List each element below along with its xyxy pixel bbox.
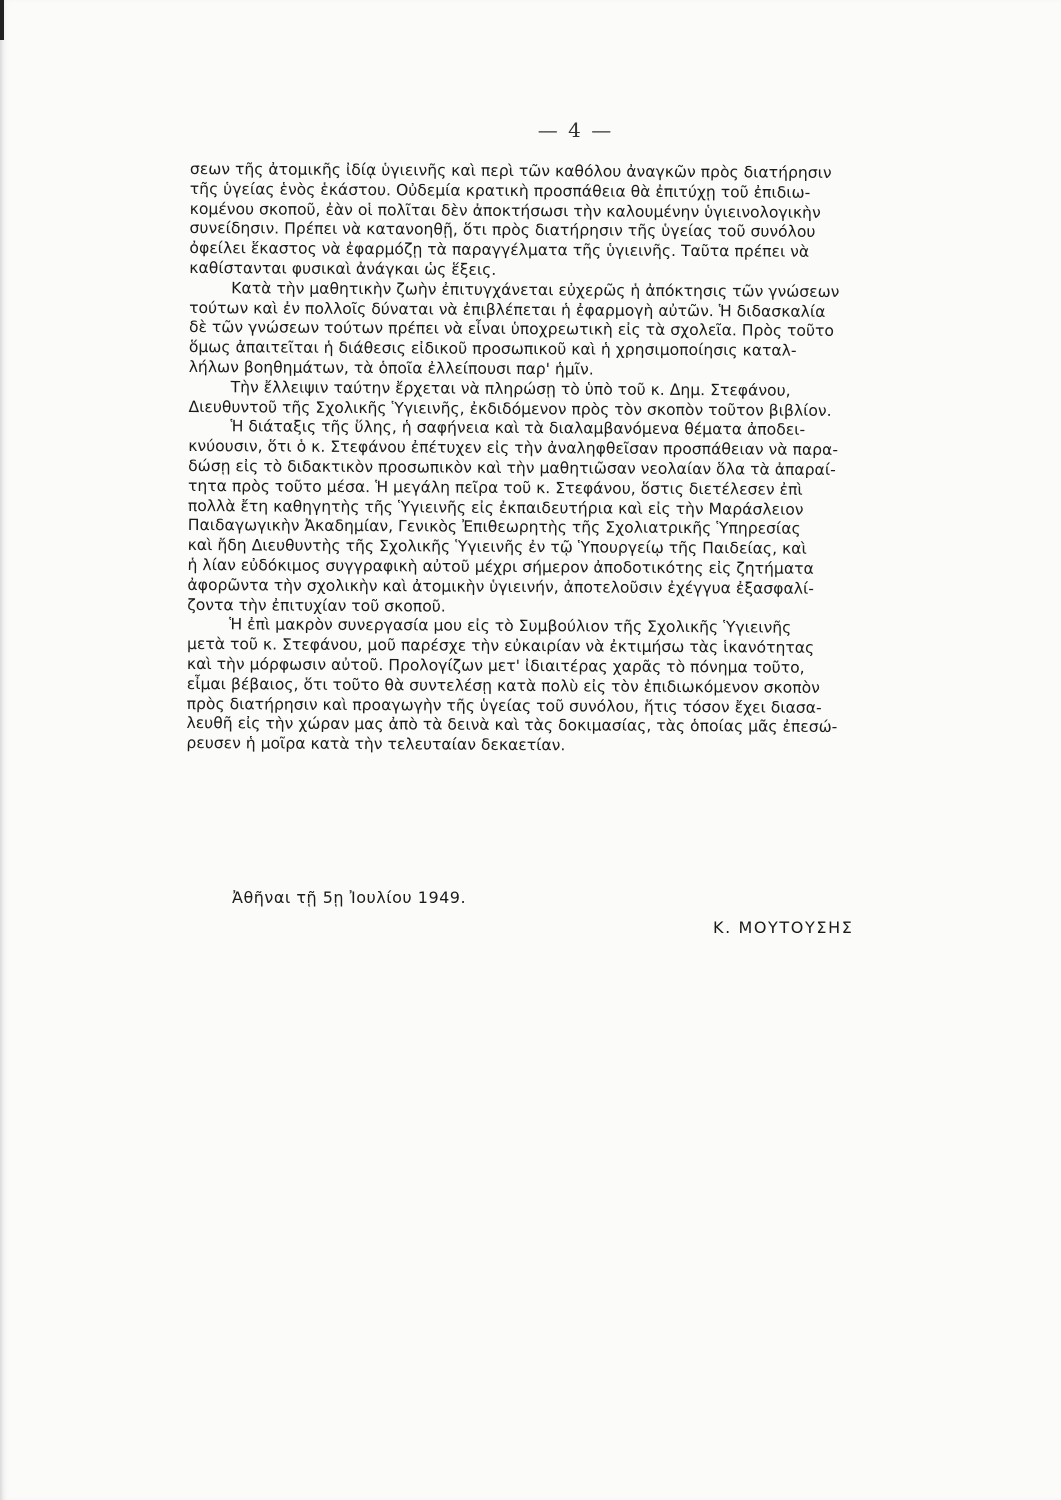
text-line: πρὸς διατήρησιν καὶ προαγωγὴν τῆς ὑγείας τοῦ συνόλου, ἥτις τόσον ἔχει διασα- bbox=[186, 694, 822, 717]
text-line: συνείδησιν. Πρέπει νὰ κατανοηθῇ, ὅτι πρὸς διατήρησιν τῆς ὑγείας τοῦ συνόλου bbox=[189, 219, 816, 242]
text-line: ζοντα τὴν ἐπιτυχίαν τοῦ σκοποῦ. bbox=[187, 595, 446, 616]
text-line: δὲ τῶν γνώσεων τούτων πρέπει νὰ εἶναι ὑποχρεωτικὴ εἰς τὰ σχολεῖα. Πρὸς τοῦτο bbox=[188, 318, 835, 341]
text-line: καθίστανται φυσικαὶ ἀνάγκαι ὡς ἕξεις. bbox=[189, 258, 497, 279]
text-line: Παιδαγωγικὴν Ἀκαδημίαν, Γενικὸς Ἐπιθεωρητὴς τῆς Σχολιατρικῆς Ὑπηρεσίας bbox=[187, 516, 801, 539]
text-line: λήλων βοηθημάτων, τὰ ὁποῖα ἐλλείπουσι παρ' ἡμῖν. bbox=[188, 357, 594, 379]
text-line: Διευθυντοῦ τῆς Σχολικῆς Ὑγιεινῆς, ἐκδιδόμενον πρὸς τὸν σκοπὸν τοῦτον βιβλίον. bbox=[188, 397, 832, 420]
text-line: καὶ ἤδη Διευθυντὴς τῆς Σχολικῆς Ὑγιεινῆς ἐν τῷ Ὑπουργείῳ τῆς Παιδείας, καὶ bbox=[187, 536, 807, 558]
author-name: Κ. ΜΟΥΤΟΥΣΗΣ bbox=[713, 918, 854, 937]
text-line: τούτων καὶ ἐν πολλοῖς δύναται νὰ ἐπιβλέπεται ἡ ἐφαρμογὴ αὐτῶν. Ἡ διδασκαλία bbox=[189, 298, 826, 321]
text-line: ὅμως ἀπαιτεῖται ἡ διάθεσις εἰδικοῦ προσωπικοῦ καὶ ἡ χρησιμοποίησις καταλ- bbox=[188, 338, 797, 360]
text-line: σεων τῆς ἀτομικῆς ἰδίᾳ ὑγιεινῆς καὶ περὶ τῶν καθόλου ἀναγκῶν πρὸς διατήρησιν bbox=[189, 160, 832, 182]
text-line: Ἡ ἐπὶ μακρὸν συνεργασία μου εἰς τὸ Συμβούλιον τῆς Σχολικῆς Ὑγιεινῆς bbox=[229, 615, 792, 638]
text-line: τητα πρὸς τοῦτο μέσα. Ἡ μεγάλη πεῖρα τοῦ κ. Στεφάνου, ὅστις διετέλεσεν ἐπὶ bbox=[187, 476, 803, 499]
text-line: ἡ λίαν εὐδόκιμος συγγραφικὴ αὐτοῦ μέχρι σήμερον ἀποδοτικότης εἰς ζητήματα bbox=[187, 555, 814, 578]
text-line: κνύουσιν, ὅτι ὁ κ. Στεφάνου ἐπέτυχεν εἰς τὴν ἀναληφθεῖσαν προσπάθειαν νὰ παρα- bbox=[188, 437, 839, 460]
text-line: ρευσεν ἡ μοῖρα κατὰ τὴν τελευταίαν δεκαετίαν. bbox=[186, 734, 566, 755]
text-line: μετὰ τοῦ κ. Στεφάνου, μοῦ παρέσχε τὴν εὐκαιρίαν νὰ ἐκτιμήσω τὰς ἱκανότητας bbox=[186, 635, 815, 657]
text-line: ὀφείλει ἕκαστος νὰ ἐφαρμόζῃ τὰ παραγγέλματα τῆς ὑγιεινῆς. Ταῦτα πρέπει νὰ bbox=[189, 239, 810, 261]
text-line: δώσῃ εἰς τὸ διδακτικὸν προσωπικὸν καὶ τὴν μαθητιῶσαν νεολαίαν ὅλα τὰ ἀπαραί- bbox=[188, 456, 836, 479]
text-line: ἀφορῶντα τὴν σχολικὴν καὶ ἀτομικὴν ὑγιεινήν, ἀποτελοῦσιν ἐχέγγυα ἐξασφαλί- bbox=[187, 575, 814, 598]
text-line: Κατὰ τὴν μαθητικὴν ζωὴν ἐπιτυγχάνεται εὐχερῶς ἡ ἀπόκτησις τῶν γνώσεων bbox=[231, 279, 840, 301]
text-line: τῆς ὑγείας ἑνὸς ἑκάστου. Οὐδεμία κρατικὴ προσπάθεια θὰ ἐπιτύχῃ τοῦ ἐπιδιω- bbox=[189, 179, 811, 202]
date-line: Ἀθῆναι τῇ 5ῃ Ἰουλίου 1949. bbox=[232, 888, 467, 907]
page-number: — 4 — bbox=[537, 118, 614, 142]
text-line: λευθῆ εἰς τὴν χώραν μας ἀπὸ τὰ δεινὰ καὶ τὰς δοκιμασίας, τὰς ὁποίας μᾶς ἐπεσώ- bbox=[186, 714, 838, 737]
text-line: κομένου σκοποῦ, ἐὰν οἱ πολῖται δὲν ἀποκτήσωσι τὴν καλουμένην ὑγιεινολογικὴν bbox=[189, 199, 821, 222]
text-line: εἶμαι βέβαιος, ὅτι τοῦτο θὰ συντελέσῃ κατὰ πολὺ εἰς τὸν ἐπιδιωκόμενον σκοπὸν bbox=[186, 674, 820, 697]
text-line: καὶ τὴν μόρφωσιν αὐτοῦ. Προλογίζων μετ' ἰδιαιτέρας χαρᾶς τὸ πόνημα τοῦτο, bbox=[186, 654, 805, 677]
text-line: πολλὰ ἔτη καθηγητὴς τῆς Ὑγιεινῆς εἰς ἐκπαιδευτήρια καὶ εἰς τὴν Μαράσλειον bbox=[187, 496, 804, 519]
text-line: Τὴν ἔλλειψιν ταύτην ἔρχεται νὰ πληρώσῃ τὸ ὑπὸ τοῦ κ. Δημ. Στεφάνου, bbox=[230, 378, 791, 400]
text-line: Ἡ διάταξις τῆς ὕλης, ἡ σαφήνεια καὶ τὰ διαλαμβανόμενα θέματα ἀποδει- bbox=[230, 417, 806, 440]
